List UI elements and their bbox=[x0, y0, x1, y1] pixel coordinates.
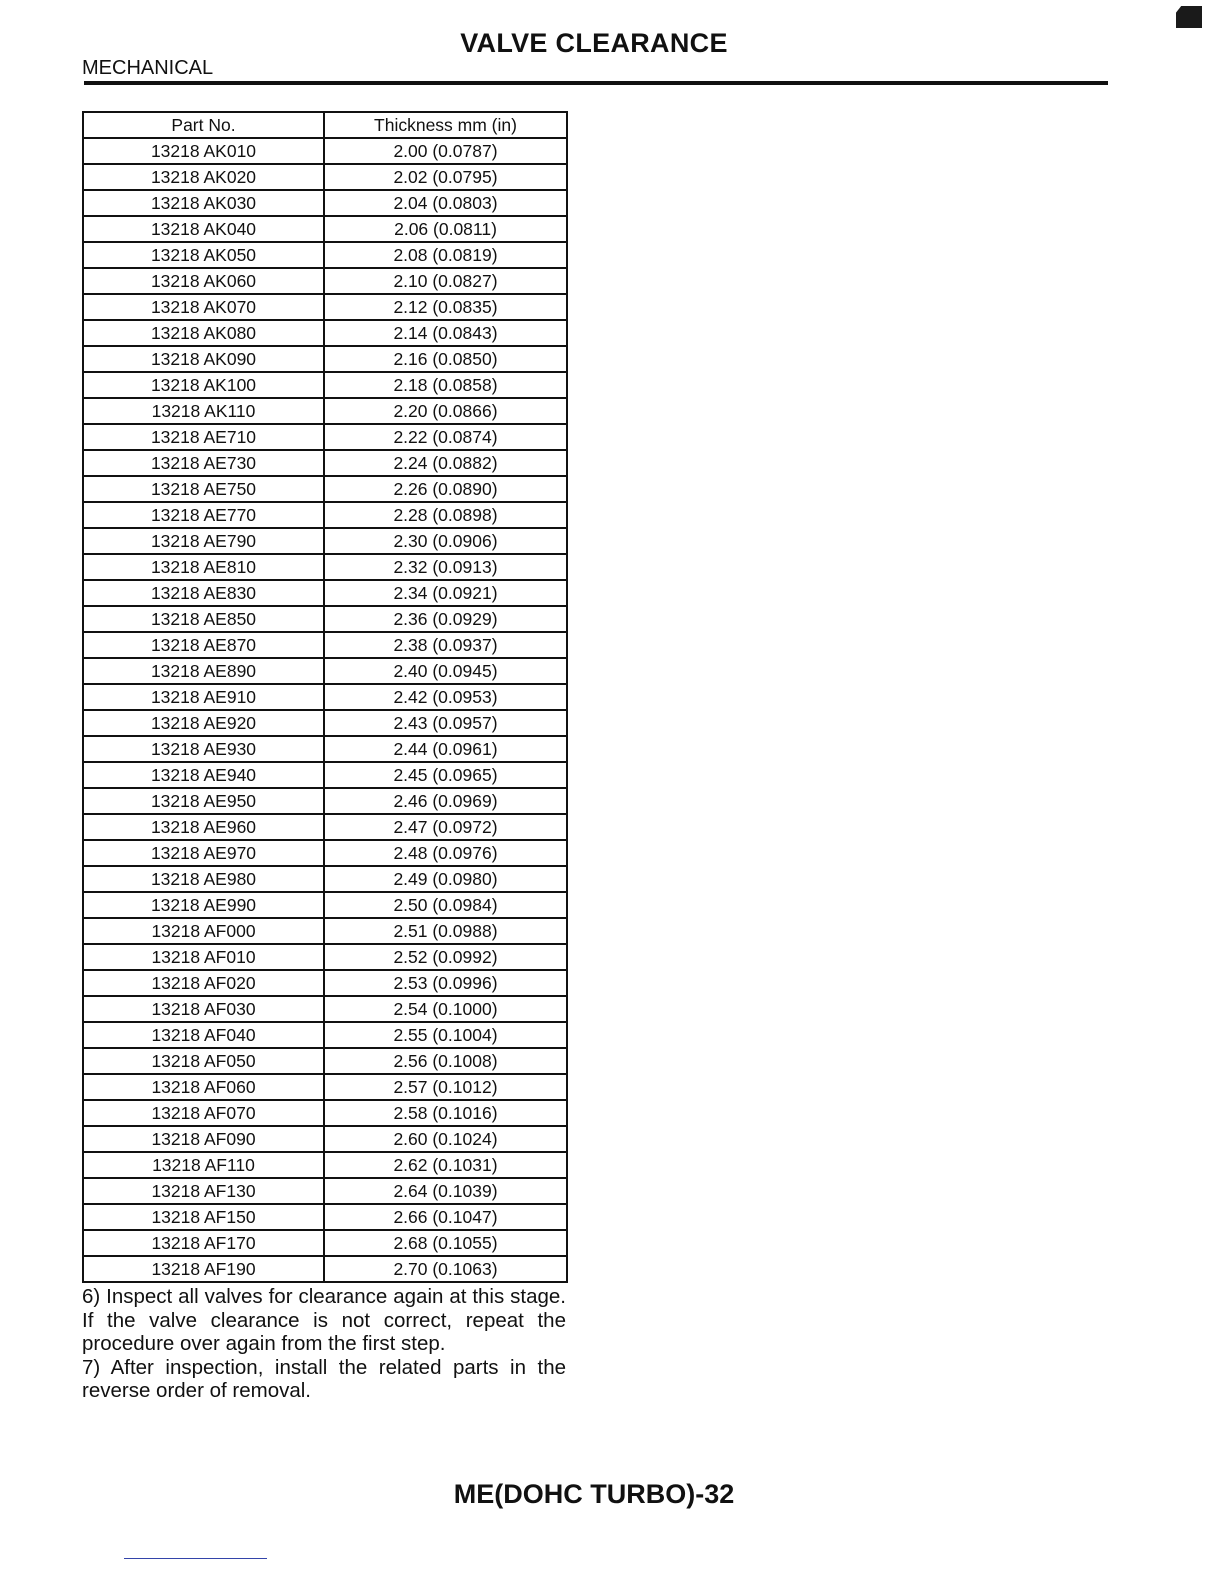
table-row bbox=[83, 476, 567, 502]
thickness-cell: 2.57 (0.1012) bbox=[324, 1074, 567, 1100]
table-row bbox=[83, 1126, 567, 1152]
thickness-cell: 2.52 (0.0992) bbox=[324, 944, 567, 970]
thickness-cell: 2.44 (0.0961) bbox=[324, 736, 567, 762]
thickness-cell: 2.56 (0.1008) bbox=[324, 1048, 567, 1074]
thickness-cell: 2.26 (0.0890) bbox=[324, 476, 567, 502]
part-number-cell: 13218 AF190 bbox=[83, 1256, 324, 1282]
thickness-cell: 2.40 (0.0945) bbox=[324, 658, 567, 684]
thickness-cell: 2.66 (0.1047) bbox=[324, 1204, 567, 1230]
procedure-notes bbox=[82, 1285, 566, 1403]
section-label: MECHANICAL bbox=[82, 57, 214, 79]
table-row bbox=[83, 970, 567, 996]
table-row bbox=[83, 1152, 567, 1178]
table-row bbox=[83, 320, 567, 346]
part-number-cell: 13218 AE980 bbox=[83, 866, 324, 892]
part-number-cell: 13218 AK100 bbox=[83, 372, 324, 398]
part-number-cell: 13218 AF130 bbox=[83, 1178, 324, 1204]
table-row bbox=[83, 1204, 567, 1230]
part-number-cell: 13218 AF020 bbox=[83, 970, 324, 996]
table-body bbox=[83, 138, 567, 1282]
part-number-cell: 13218 AK080 bbox=[83, 320, 324, 346]
table-row bbox=[83, 528, 567, 554]
part-number-cell: 13218 AE770 bbox=[83, 502, 324, 528]
part-number-cell: 13218 AK110 bbox=[83, 398, 324, 424]
column-header-thickness: Thickness mm (in) bbox=[324, 112, 567, 138]
thickness-cell: 2.10 (0.0827) bbox=[324, 268, 567, 294]
part-number-cell: 13218 AK050 bbox=[83, 242, 324, 268]
part-number-cell: 13218 AK090 bbox=[83, 346, 324, 372]
table-row bbox=[83, 1022, 567, 1048]
table-row bbox=[83, 242, 567, 268]
thickness-cell: 2.00 (0.0787) bbox=[324, 138, 567, 164]
table-row bbox=[83, 788, 567, 814]
table-row bbox=[83, 606, 567, 632]
table-header-row bbox=[83, 112, 567, 138]
table-row bbox=[83, 1074, 567, 1100]
table-row bbox=[83, 684, 567, 710]
table-row bbox=[83, 866, 567, 892]
part-number-cell: 13218 AF000 bbox=[83, 918, 324, 944]
part-number-cell: 13218 AE810 bbox=[83, 554, 324, 580]
part-number-cell: 13218 AE940 bbox=[83, 762, 324, 788]
header-rule bbox=[84, 81, 1108, 85]
column-header-part-no: Part No. bbox=[83, 112, 324, 138]
thickness-cell: 2.47 (0.0972) bbox=[324, 814, 567, 840]
shim-parts-table bbox=[82, 111, 568, 1283]
table-row bbox=[83, 346, 567, 372]
table-row bbox=[83, 450, 567, 476]
part-number-cell: 13218 AF070 bbox=[83, 1100, 324, 1126]
thickness-cell: 2.12 (0.0835) bbox=[324, 294, 567, 320]
table-row bbox=[83, 372, 567, 398]
part-number-cell: 13218 AF090 bbox=[83, 1126, 324, 1152]
corner-mark-icon bbox=[1176, 6, 1202, 28]
table-row bbox=[83, 996, 567, 1022]
page-title: VALVE CLEARANCE bbox=[460, 28, 728, 58]
table-row bbox=[83, 736, 567, 762]
part-number-cell: 13218 AE950 bbox=[83, 788, 324, 814]
table-row bbox=[83, 190, 567, 216]
table-row bbox=[83, 892, 567, 918]
part-number-cell: 13218 AE790 bbox=[83, 528, 324, 554]
table-row bbox=[83, 658, 567, 684]
table-row bbox=[83, 502, 567, 528]
table-row bbox=[83, 216, 567, 242]
part-number-cell: 13218 AE870 bbox=[83, 632, 324, 658]
part-number-cell: 13218 AF050 bbox=[83, 1048, 324, 1074]
thickness-cell: 2.43 (0.0957) bbox=[324, 710, 567, 736]
table-row bbox=[83, 294, 567, 320]
table-row bbox=[83, 1048, 567, 1074]
thickness-cell: 2.20 (0.0866) bbox=[324, 398, 567, 424]
thickness-cell: 2.08 (0.0819) bbox=[324, 242, 567, 268]
table-row bbox=[83, 1256, 567, 1282]
part-number-cell: 13218 AK010 bbox=[83, 138, 324, 164]
table-row bbox=[83, 424, 567, 450]
page-number: ME(DOHC TURBO)-32 bbox=[453, 1479, 735, 1509]
thickness-cell: 2.14 (0.0843) bbox=[324, 320, 567, 346]
table-row bbox=[83, 762, 567, 788]
thickness-cell: 2.53 (0.0996) bbox=[324, 970, 567, 996]
part-number-cell: 13218 AK020 bbox=[83, 164, 324, 190]
thickness-cell: 2.51 (0.0988) bbox=[324, 918, 567, 944]
thickness-cell: 2.58 (0.1016) bbox=[324, 1100, 567, 1126]
part-number-cell: 13218 AF010 bbox=[83, 944, 324, 970]
thickness-cell: 2.50 (0.0984) bbox=[324, 892, 567, 918]
part-number-cell: 13218 AK040 bbox=[83, 216, 324, 242]
thickness-cell: 2.32 (0.0913) bbox=[324, 554, 567, 580]
part-number-cell: 13218 AE990 bbox=[83, 892, 324, 918]
part-number-cell: 13218 AF170 bbox=[83, 1230, 324, 1256]
thickness-cell: 2.55 (0.1004) bbox=[324, 1022, 567, 1048]
part-number-cell: 13218 AE850 bbox=[83, 606, 324, 632]
thickness-cell: 2.38 (0.0937) bbox=[324, 632, 567, 658]
thickness-cell: 2.02 (0.0795) bbox=[324, 164, 567, 190]
thickness-cell: 2.68 (0.1055) bbox=[324, 1230, 567, 1256]
thickness-cell: 2.45 (0.0965) bbox=[324, 762, 567, 788]
table-row bbox=[83, 840, 567, 866]
thickness-cell: 2.16 (0.0850) bbox=[324, 346, 567, 372]
thickness-cell: 2.42 (0.0953) bbox=[324, 684, 567, 710]
table-row bbox=[83, 554, 567, 580]
thickness-cell: 2.48 (0.0976) bbox=[324, 840, 567, 866]
table-row bbox=[83, 944, 567, 970]
table-row bbox=[83, 814, 567, 840]
table-row bbox=[83, 1178, 567, 1204]
part-number-cell: 13218 AE750 bbox=[83, 476, 324, 502]
bottom-divider bbox=[124, 1558, 267, 1559]
table-row bbox=[83, 1100, 567, 1126]
part-number-cell: 13218 AE830 bbox=[83, 580, 324, 606]
part-number-cell: 13218 AE970 bbox=[83, 840, 324, 866]
part-number-cell: 13218 AE730 bbox=[83, 450, 324, 476]
table-row bbox=[83, 164, 567, 190]
thickness-cell: 2.34 (0.0921) bbox=[324, 580, 567, 606]
part-number-cell: 13218 AK030 bbox=[83, 190, 324, 216]
note-step-7: 7) After inspection, install the related parts in the reverse order of removal. bbox=[82, 1355, 566, 1402]
table-row bbox=[83, 632, 567, 658]
part-number-cell: 13218 AF030 bbox=[83, 996, 324, 1022]
part-number-cell: 13218 AK060 bbox=[83, 268, 324, 294]
thickness-cell: 2.28 (0.0898) bbox=[324, 502, 567, 528]
thickness-cell: 2.54 (0.1000) bbox=[324, 996, 567, 1022]
part-number-cell: 13218 AK070 bbox=[83, 294, 324, 320]
thickness-cell: 2.60 (0.1024) bbox=[324, 1126, 567, 1152]
table-row bbox=[83, 580, 567, 606]
part-number-cell: 13218 AE920 bbox=[83, 710, 324, 736]
thickness-cell: 2.24 (0.0882) bbox=[324, 450, 567, 476]
table-row bbox=[83, 710, 567, 736]
part-number-cell: 13218 AE930 bbox=[83, 736, 324, 762]
thickness-cell: 2.04 (0.0803) bbox=[324, 190, 567, 216]
thickness-cell: 2.22 (0.0874) bbox=[324, 424, 567, 450]
table-row bbox=[83, 268, 567, 294]
table-row bbox=[83, 918, 567, 944]
part-number-cell: 13218 AF060 bbox=[83, 1074, 324, 1100]
thickness-cell: 2.62 (0.1031) bbox=[324, 1152, 567, 1178]
table-row bbox=[83, 138, 567, 164]
thickness-cell: 2.64 (0.1039) bbox=[324, 1178, 567, 1204]
thickness-cell: 2.06 (0.0811) bbox=[324, 216, 567, 242]
thickness-cell: 2.46 (0.0969) bbox=[324, 788, 567, 814]
part-number-cell: 13218 AE910 bbox=[83, 684, 324, 710]
thickness-cell: 2.70 (0.1063) bbox=[324, 1256, 567, 1282]
table-row bbox=[83, 398, 567, 424]
part-number-cell: 13218 AF110 bbox=[83, 1152, 324, 1178]
table-row bbox=[83, 1230, 567, 1256]
part-number-cell: 13218 AF040 bbox=[83, 1022, 324, 1048]
thickness-cell: 2.49 (0.0980) bbox=[324, 866, 567, 892]
part-number-cell: 13218 AE890 bbox=[83, 658, 324, 684]
part-number-cell: 13218 AE960 bbox=[83, 814, 324, 840]
thickness-cell: 2.36 (0.0929) bbox=[324, 606, 567, 632]
thickness-cell: 2.30 (0.0906) bbox=[324, 528, 567, 554]
thickness-cell: 2.18 (0.0858) bbox=[324, 372, 567, 398]
part-number-cell: 13218 AF150 bbox=[83, 1204, 324, 1230]
part-number-cell: 13218 AE710 bbox=[83, 424, 324, 450]
note-step-6: 6) Inspect all valves for clearance again at this stage. If the valve clearance is not correct, repeat the procedure over again from the first step. bbox=[82, 1285, 566, 1355]
